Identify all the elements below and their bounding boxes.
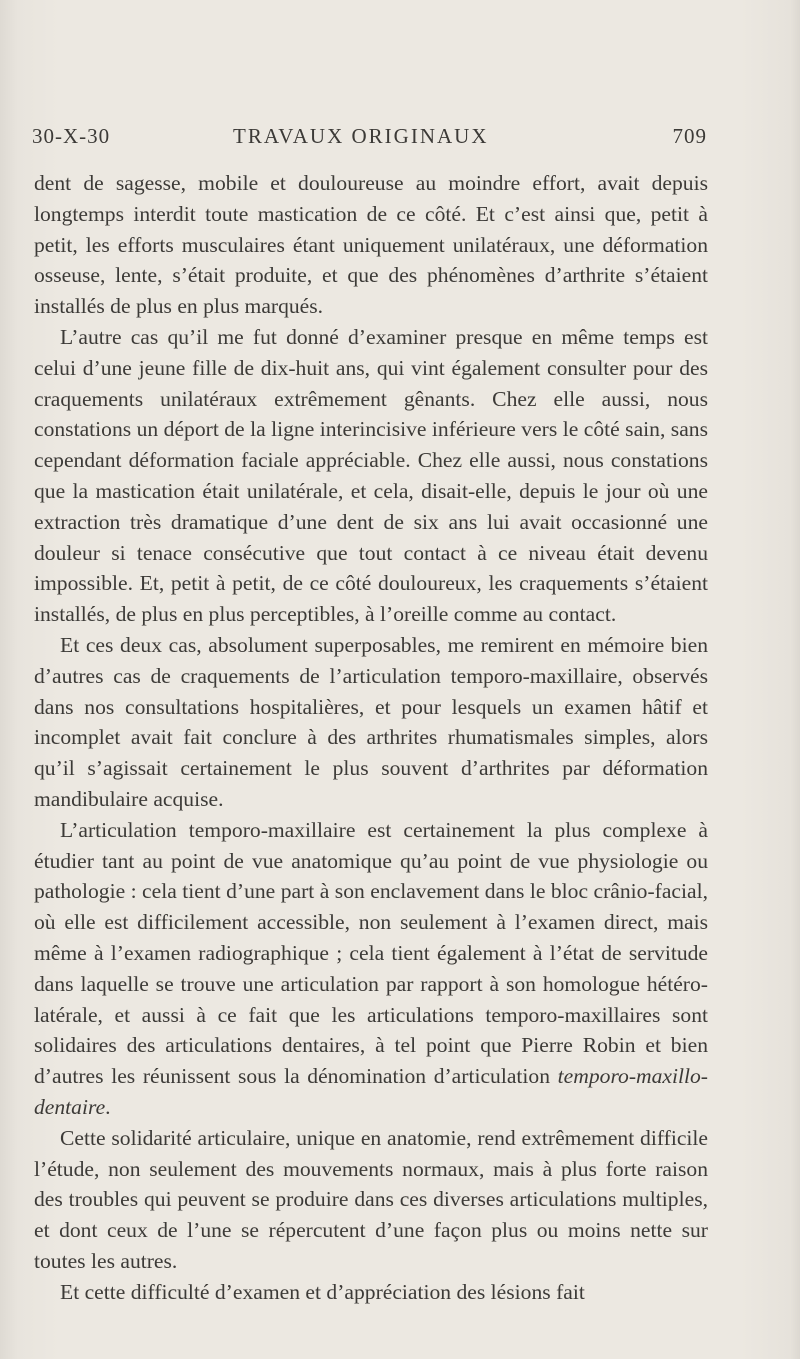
- header-date: 30-X-30: [32, 124, 111, 148]
- paragraph-6: Et cette difficulté d’examen et d’appréciation des lésions fait: [60, 1279, 585, 1304]
- paragraph-4-tail: .: [105, 1094, 111, 1119]
- page-number: 709: [672, 124, 707, 148]
- header-title: TRAVAUX ORIGINAUX: [233, 124, 489, 148]
- paragraph-4: [34, 815, 708, 1123]
- running-header: [32, 124, 707, 154]
- paragraph-3: Et ces deux cas, absolument superposables, me remirent en mémoire bien d’autres cas de craquements de l’articulation temporo-maxillaire, observés dans nos consultations hospitalières, et pour lesquels un examen hâtif et incomplet avait fait conclure à des arthrites rhumatismales simples, alors qu’il s’agissait certainement le plus souvent d’arthrites par déformation mandibulaire acquise.: [34, 632, 708, 811]
- paragraph-5: Cette solidarité articulaire, unique en anatomie, rend extrêmement difficile l’étude, non seulement des mouvements normaux, mais à plus forte raison des troubles qui peuvent se produire dans ces diverses articulations multiples, et dont ceux de l’une se répercutent d’une façon plus ou moins nette sur toutes les autres.: [34, 1125, 708, 1273]
- paragraph-4-text: L’articulation temporo-maxillaire est certainement la plus complexe à étudier tant au point de vue anatomique qu’au point de vue physiologie ou pathologie : cela tient d’une part à son enclavement dans le bloc crânio-facial, où elle est difficilement accessible, non seulement à l’examen direct, mais même à l’examen radiographique ; cela tient également à l’état de servitude dans laquelle se trouve une articulation par rapport à son homologue hétéro-latérale, et aussi à ce fait que les articulations temporo-maxillaires sont solidaires des articulations dentaires, à tel point que Pierre Robin et bien d’autres les réunissent sous la dénomination d’articulation: [34, 817, 708, 1089]
- paragraph-1: dent de sagesse, mobile et douloureuse au moindre effort, avait depuis longtemps interdit toute mastication de ce côté. Et c’est ainsi que, petit à petit, les efforts musculaires étant uniquement unilatéraux, une déformation osseuse, lente, s’était produite, et que des phénomènes d’arthrite s’étaient installés de plus en plus marqués.: [34, 171, 708, 319]
- paragraph-2: L’autre cas qu’il me fut donné d’examiner presque en même temps est celui d’une jeune fille de dix-huit ans, qui vint également consulter pour des craquements unilatéraux extrêmement gênants. Chez elle aussi, nous constations un déport de la ligne interincisive inférieure vers le côté sain, sans cependant déformation faciale appréciable. Chez elle aussi, nous constations que la mastication était unilatérale, et cela, disait-elle, depuis le jour où une extraction très dramatique d’une dent de six ans lui avait occasionné une douleur si tenace consécutive que tout contact à ce niveau était devenu impossible. Et, petit à petit, de ce côté douloureux, les craquements s’étaient installés, de plus en plus perceptibles, à l’oreille comme au contact.: [34, 324, 708, 627]
- paragraph-4-emphasis: temporo-maxillo-dentaire: [34, 1064, 708, 1119]
- body-text: [34, 168, 708, 1307]
